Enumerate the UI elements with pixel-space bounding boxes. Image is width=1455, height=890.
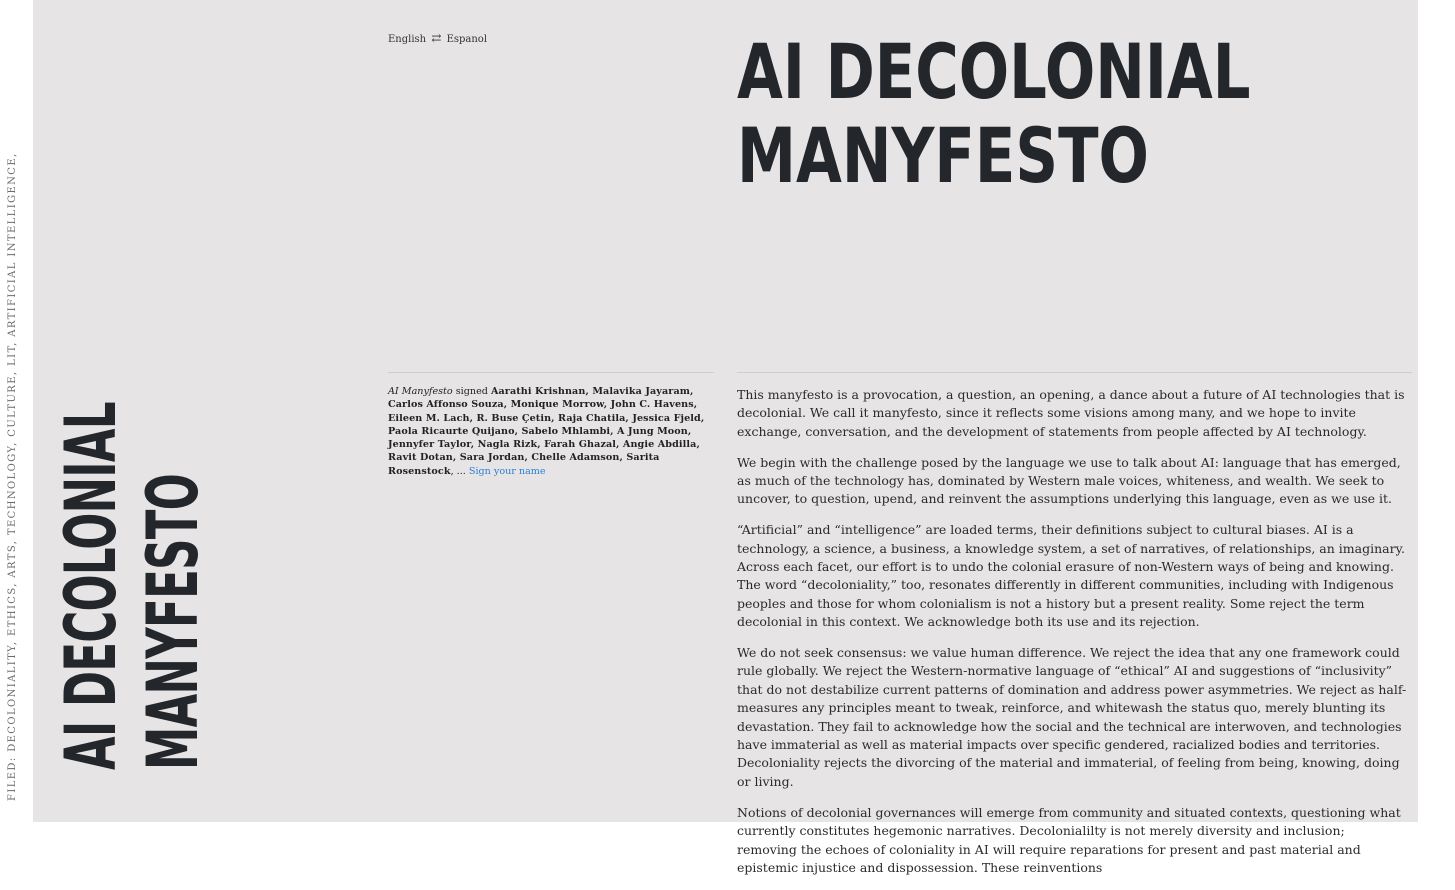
filed-tags (7, 152, 21, 812)
filed-label: FILED: DECOLONIALITY, ETHICS, ARTS, TECHNOLOGY, CULTURE, LIT, ARTIFICIAL INTELLIGENCE, (7, 152, 18, 801)
manifesto-body (737, 386, 1407, 890)
side-title-line1: AI DECOLONIAL (50, 402, 132, 770)
signer-names: Aarathi Krishnan, Malavika Jayaram, Carlos Affonso Souza, Monique Morrow, John C. Havens, Eileen M. Lach, R. Buse Çetin, Raja Chatila, Jessica Fjeld, Paola Ricaurte Quijano, Sabelo Mhlambi, A Jung Moon, Jennyfer Taylor, Nagla Rizk, Farah Ghazal, Angie Abdilla, Ravit Dotan, Sara Jordan, Chelle Adamson, Sarita Rosenstock (388, 386, 705, 477)
page-title-line1: AI DECOLONIAL (737, 27, 1251, 116)
signers-ellipsis: , ... (450, 465, 469, 477)
side-title-rotated (50, 330, 214, 770)
side-title-line2: MANYFESTO (132, 473, 214, 770)
paragraph: “Artificial” and “intelligence” are loaded terms, their definitions subject to cultural biases. AI is a technology, a science, a business, a knowledge system, a set of narratives, of relationships, an imaginary. Across each facet, our effort is to undo the colonial erasure of non-Western ways of being and knowing. The word “decoloniality,” too, resonates differently in different communities, including with Indigenous peoples and those for whom colonialism is not a history but a present reality. Some reject the term decolonial in this context. We acknowledge both its use and its rejection. (737, 522, 1405, 630)
language-switcher (388, 31, 487, 45)
signers-list (388, 385, 710, 478)
paragraph: We begin with the challenge posed by the language we use to talk about AI: language that has emerged, as much of the technology has, dominated by Western male voices, whiteness, and wealth. We seek to uncover, to question, upend, and reinvent the assumptions underlying this language, even as we use it. (737, 454, 1401, 507)
language-current[interactable]: English (388, 34, 427, 45)
divider-left (388, 372, 714, 373)
language-other[interactable]: Espanol (446, 34, 488, 45)
page-title-line2: MANYFESTO (737, 111, 1149, 200)
page-title (737, 27, 1395, 200)
sign-your-name-link[interactable]: Sign your name (468, 465, 546, 477)
signed-verb: signed (452, 386, 491, 397)
divider-right (737, 372, 1412, 373)
doc-name: AI Manyfesto (388, 386, 453, 397)
paragraph: We do not seek consensus: we value human difference. We reject the idea that any one framework could rule globally. We reject the Western-normative language of “ethical” AI and suggestions of “inclusivity” that do not destabilize current patterns of domination and address power asymmetries. We reject as half-measures any principles meant to tweak, reinforce, and whitewash the status quo, merely blunting its devastation. They fail to acknowledge how the social and the technical are interwoven, and technologies have immaterial as well as material impacts over specific gendered, racialized bodies and territories. Decoloniality rejects the divorcing of the material and immaterial, of feeling from being, knowing, doing or living. (737, 645, 1407, 789)
swap-arrows-icon[interactable]: ⇄ (431, 31, 442, 45)
paragraph: This manyfesto is a provocation, a question, an opening, a dance about a future of AI technologies that is decolonial. We call it manyfesto, since it reflects some visions among many, and we hope to invite exchange, conversation, and the development of statements from people affected by AI technology. (737, 387, 1405, 439)
paragraph: Notions of decolonial governances will emerge from community and situated contexts, questioning what currently constitutes hegemonic narratives. Decolonialilty is not merely diversity and inclusion; removing the echoes of coloniality in AI will require reparations for present and past material and epistemic injustice and dispossession. These reinventions (737, 804, 1401, 875)
side-title (50, 330, 214, 770)
